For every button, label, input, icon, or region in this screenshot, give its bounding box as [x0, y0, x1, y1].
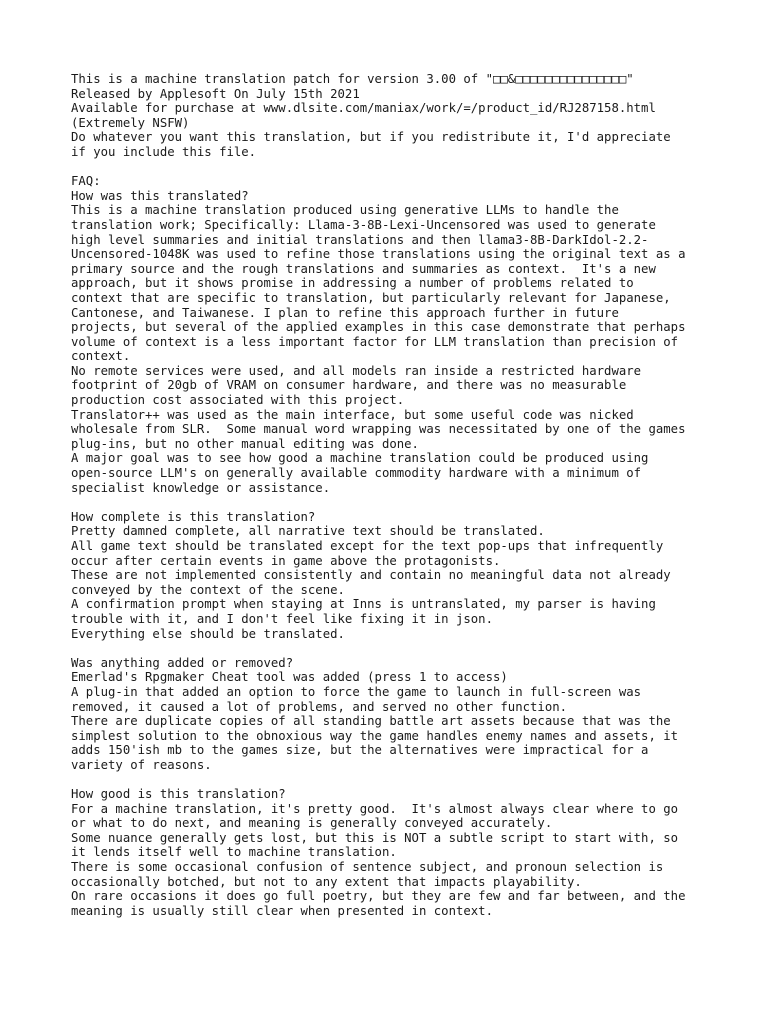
text-line: context that are specific to translation, but particularly relevant for Japanese,	[71, 290, 671, 305]
text-line: This is a machine translation patch for version 3.00 of "□□&□□□□□□□□□□□□□□□"	[71, 72, 634, 86]
text-line: trouble with it, and I don't feel like fixing it in json.	[71, 611, 493, 626]
text-line: conveyed by the context of the scene.	[71, 582, 345, 597]
text-line: How good is this translation?	[71, 787, 286, 802]
text-line: These are not implemented consistently and contain no meaningful data not already	[71, 568, 671, 583]
text-line: All game text should be translated except for the text pop-ups that infrequently	[71, 539, 664, 553]
text-line: How was this translated?	[71, 188, 249, 203]
text-line: specialist knowledge or assistance.	[71, 480, 331, 495]
text-line: A confirmation prompt when staying at Inns is untranslated, my parser is having	[71, 597, 656, 612]
blank-line	[71, 641, 711, 656]
text-line: volume of context is a less important factor for LLM translation than precision of	[71, 334, 679, 349]
text-line: variety of reasons.	[71, 757, 212, 772]
text-line: Pretty damned complete, all narrative text should be translated.	[71, 524, 545, 539]
text-line: Do whatever you want this translation, but if you redistribute it, I'd appreciate	[71, 130, 671, 145]
text-line: plug-ins, but no other manual editing was done.	[71, 436, 419, 451]
text-line: footprint of 20gb of VRAM on consumer hardware, and there was no measurable	[71, 378, 627, 393]
text-line: Some nuance generally gets lost, but this is NOT a subtle script to start with, so	[71, 830, 679, 845]
text-line: (Extremely NSFW)	[71, 115, 190, 130]
text-line: if you include this file.	[71, 144, 257, 159]
text-line: There is some occasional confusion of sentence subject, and pronoun selection is	[71, 860, 664, 875]
text-line: How complete is this translation?	[71, 509, 316, 524]
text-line: primary source and the rough translations and summaries as context. It's a new	[71, 261, 656, 276]
text-line: Uncensored-1048K was used to refine those translations using the original text as a	[71, 247, 686, 262]
text-line: Translator++ was used as the main interface, but some useful code was nicked	[71, 407, 634, 422]
text-line: A plug-in that added an option to force the game to launch in full-screen was	[71, 684, 642, 699]
text-line: open-source LLM's on generally available commodity hardware with a minimum of	[71, 466, 642, 481]
text-line: Available for purchase at www.dlsite.com/maniax/work/=/product_id/RJ287158.html	[71, 101, 656, 116]
text-line: A major goal was to see how good a machine translation could be produced using	[71, 451, 649, 466]
text-line: or what to do next, and meaning is generally conveyed accurately.	[71, 816, 553, 831]
text-line: This is a machine translation produced using generative LLMs to handle the	[71, 203, 619, 218]
text-line: occur after certain events in game above the protagonists.	[71, 553, 501, 568]
text-line: projects, but several of the applied examples in this case demonstrate that perhaps	[71, 320, 686, 335]
text-line: adds 150'ish mb to the games size, but the alternatives were impractical for a	[71, 743, 649, 758]
document-page	[71, 72, 711, 918]
text-line: wholesale from SLR. Some manual word wrapping was necessitated by one of the games	[71, 422, 686, 437]
text-line: translation work; Specifically: Llama-3-8B-Lexi-Uncensored was used to generate	[71, 217, 656, 232]
text-line: it lends itself well to machine translation.	[71, 845, 397, 860]
text-line: There are duplicate copies of all standing battle art assets because that was the	[71, 714, 671, 729]
text-line: removed, it caused a lot of problems, and served no other function.	[71, 699, 568, 714]
text-line: occasionally botched, but not to any extent that impacts playability.	[71, 874, 582, 889]
text-line: Emerlad's Rpgmaker Cheat tool was added (press 1 to access)	[71, 670, 508, 685]
text-line: meaning is usually still clear when presented in context.	[71, 903, 493, 918]
text-line: On rare occasions it does go full poetry, but they are few and far between, and the	[71, 889, 686, 904]
text-line: Was anything added or removed?	[71, 655, 294, 670]
blank-line	[71, 773, 711, 788]
text-line: production cost associated with this project.	[71, 393, 405, 408]
text-line: No remote services were used, and all models ran inside a restricted hardware	[71, 363, 642, 378]
text-line: simplest solution to the obnoxious way the game handles enemy names and assets, it	[71, 728, 679, 743]
text-line: high level summaries and initial translations and then llama3-8B-DarkIdol-2.2-	[71, 232, 649, 247]
text-line: Cantonese, and Taiwanese. I plan to refine this approach further in future	[71, 305, 619, 320]
blank-line	[71, 495, 711, 510]
text-line: Released by Applesoft On July 15th 2021	[71, 86, 360, 101]
document-body	[71, 72, 711, 918]
text-line: FAQ:	[71, 174, 101, 189]
text-line: approach, but it shows promise in addressing a number of problems related to	[71, 276, 634, 291]
text-line: Everything else should be translated.	[71, 626, 345, 641]
blank-line	[71, 160, 711, 175]
text-line: context.	[71, 349, 131, 364]
text-line: For a machine translation, it's pretty good. It's almost always clear where to go	[71, 801, 679, 816]
